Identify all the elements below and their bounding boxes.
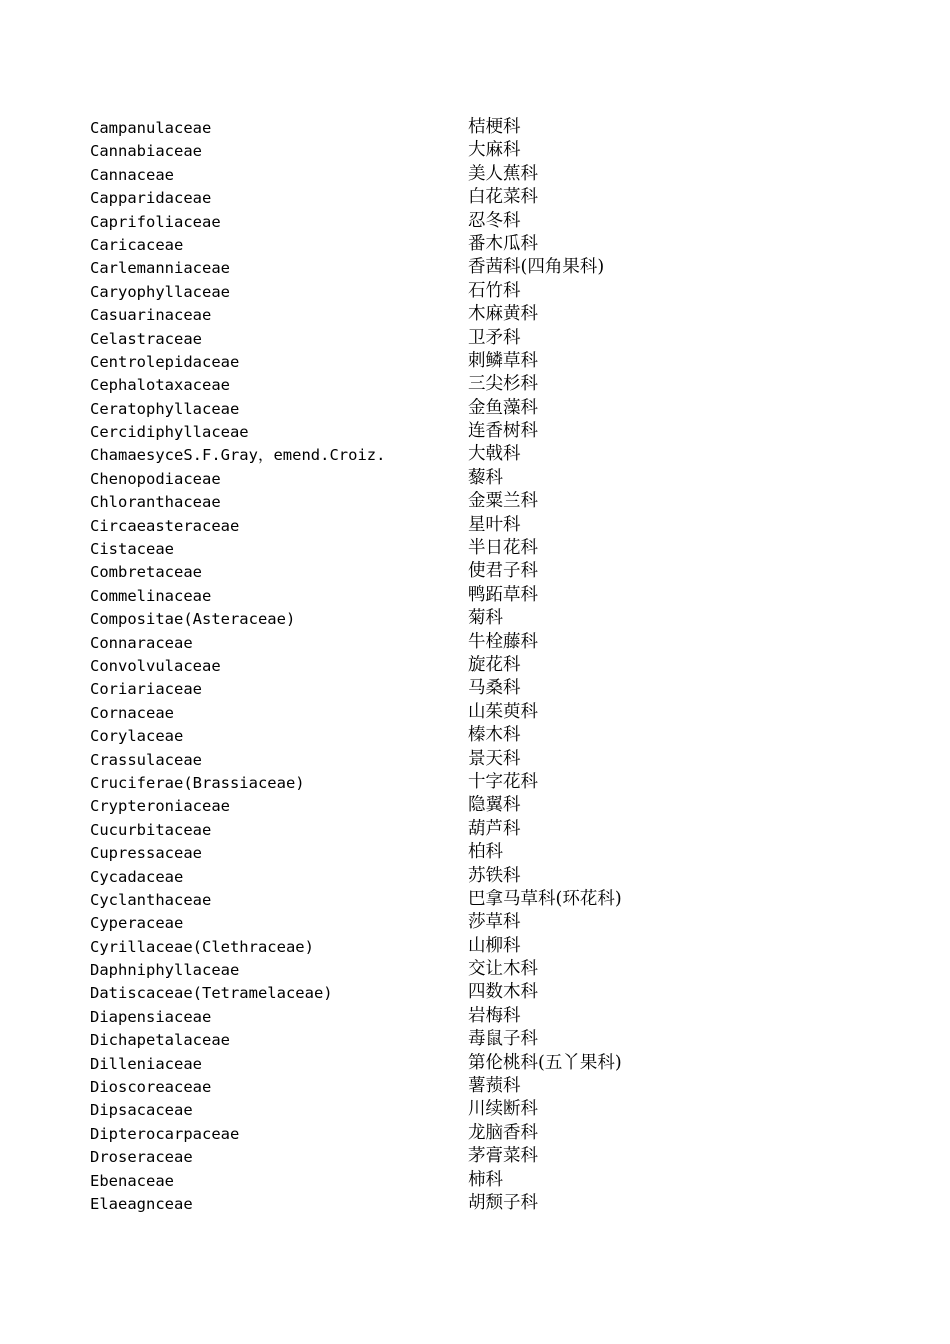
- latin-family-name: Compositae(Asteraceae): [90, 610, 296, 629]
- list-item: [90, 1028, 850, 1051]
- latin-family-name: Daphniphyllaceae: [90, 961, 240, 980]
- chinese-family-name: 菊科: [468, 608, 503, 629]
- latin-family-name: Cyperaceae: [90, 914, 184, 933]
- latin-family-name: Cannabiaceae: [90, 142, 202, 161]
- list-item: [90, 467, 850, 490]
- chinese-family-name: 岩梅科: [468, 1005, 521, 1026]
- latin-family-name: Cupressaceae: [90, 844, 202, 863]
- list-item: [90, 280, 850, 303]
- latin-family-name: Connaraceae: [90, 633, 193, 652]
- latin-family-name: Convolvulaceae: [90, 656, 221, 675]
- list-item: [90, 350, 850, 373]
- list-item: [90, 677, 850, 700]
- list-item: [90, 607, 850, 630]
- latin-family-name: Dilleniaceae: [90, 1054, 202, 1073]
- chinese-family-name: 川续断科: [468, 1099, 538, 1120]
- chinese-family-name: 毒鼠子科: [468, 1029, 538, 1050]
- latin-family-name: Diapensiaceae: [90, 1007, 212, 1026]
- list-item: [90, 327, 850, 350]
- chinese-family-name: 大戟科: [468, 444, 521, 465]
- list-item: [90, 210, 850, 233]
- chinese-family-name: 巴拿马草科(环花科): [468, 888, 622, 909]
- list-item: [90, 256, 850, 279]
- list-item: [90, 514, 850, 537]
- list-item: [90, 116, 850, 139]
- list-item: [90, 537, 850, 560]
- chinese-family-name: 半日花科: [468, 538, 538, 559]
- chinese-family-name: 薯蓣科: [468, 1076, 521, 1097]
- list-item: [90, 397, 850, 420]
- chinese-family-name: 隐翼科: [468, 795, 521, 816]
- latin-family-name: Combretaceae: [90, 563, 202, 582]
- chinese-family-name: 美人蕉科: [468, 163, 538, 184]
- list-item: [90, 139, 850, 162]
- list-item: [90, 584, 850, 607]
- list-item: [90, 631, 850, 654]
- latin-family-name: Commelinaceae: [90, 586, 212, 605]
- chinese-family-name: 忍冬科: [468, 210, 521, 231]
- latin-family-name: Carlemanniaceae: [90, 259, 230, 278]
- list-item: [90, 1075, 850, 1098]
- list-item: [90, 233, 850, 256]
- list-item: [90, 865, 850, 888]
- chinese-family-name: 牛栓藤科: [468, 631, 538, 652]
- latin-family-name: Cercidiphyllaceae: [90, 423, 249, 442]
- list-item: [90, 443, 850, 466]
- chinese-family-name: 柏科: [468, 842, 503, 863]
- chinese-family-name: 四数木科: [468, 982, 538, 1003]
- latin-family-name: Cyclanthaceae: [90, 890, 212, 909]
- list-item: [90, 1169, 850, 1192]
- chinese-family-name: 马桑科: [468, 678, 521, 699]
- chinese-family-name: 刺鳞草科: [468, 350, 538, 371]
- chinese-family-name: 石竹科: [468, 280, 521, 301]
- latin-family-name: Campanulaceae: [90, 119, 212, 137]
- list-item: [90, 794, 850, 817]
- latin-family-name: Ceratophyllaceae: [90, 399, 240, 418]
- latin-family-name: Dipterocarpaceae: [90, 1124, 240, 1143]
- latin-family-name: Caprifoliaceae: [90, 212, 221, 231]
- latin-family-name: Dioscoreaceae: [90, 1078, 212, 1097]
- chinese-family-name: 十字花科: [468, 771, 538, 792]
- chinese-family-name: 白花菜科: [468, 187, 538, 208]
- list-item: [90, 186, 850, 209]
- list-item: [90, 1098, 850, 1121]
- chinese-family-name: 鸭跖草科: [468, 584, 538, 605]
- latin-family-name: Coriariaceae: [90, 680, 202, 699]
- chinese-family-name: 交让木科: [468, 959, 538, 980]
- list-item: [90, 490, 850, 513]
- latin-family-name: Cannaceae: [90, 165, 174, 184]
- latin-family-name: Elaeagnceae: [90, 1194, 193, 1213]
- latin-family-name: Datiscaceae(Tetramelaceae): [90, 984, 333, 1003]
- chinese-family-name: 第伦桃科(五丫果科): [468, 1052, 622, 1073]
- list-item: [90, 1052, 850, 1075]
- chinese-family-name: 使君子科: [468, 561, 538, 582]
- chinese-family-name: 龙脑香科: [468, 1122, 538, 1143]
- list-item: [90, 818, 850, 841]
- latin-family-name: ChamaesyceS.F.Gray，emend.Croiz.: [90, 446, 386, 465]
- chinese-family-name: 桔梗科: [468, 117, 521, 137]
- list-item: [90, 981, 850, 1004]
- list-item: [90, 841, 850, 864]
- chinese-family-name: 三尖杉科: [468, 374, 538, 395]
- list-item: [90, 724, 850, 747]
- list-item: [90, 958, 850, 981]
- chinese-family-name: 连香树科: [468, 421, 538, 442]
- chinese-family-name: 旋花科: [468, 654, 521, 675]
- chinese-family-name: 景天科: [468, 748, 521, 769]
- latin-family-name: Caricaceae: [90, 235, 184, 254]
- latin-family-name: Droseraceae: [90, 1148, 193, 1167]
- list-item: [90, 1122, 850, 1145]
- chinese-family-name: 番木瓜科: [468, 233, 538, 254]
- list-item: [90, 654, 850, 677]
- chinese-family-name: 苏铁科: [468, 865, 521, 886]
- latin-family-name: Crassulaceae: [90, 750, 202, 769]
- list-item: [90, 911, 850, 934]
- list-item: [90, 373, 850, 396]
- chinese-family-name: 大麻科: [468, 140, 521, 161]
- chinese-family-name: 胡颓子科: [468, 1192, 538, 1213]
- latin-family-name: Crypteroniaceae: [90, 797, 230, 816]
- family-list: [90, 116, 850, 1215]
- chinese-family-name: 莎草科: [468, 912, 521, 933]
- chinese-family-name: 葫芦科: [468, 818, 521, 839]
- latin-family-name: Celastraceae: [90, 329, 202, 348]
- list-item: [90, 748, 850, 771]
- list-item: [90, 935, 850, 958]
- list-item: [90, 1145, 850, 1168]
- latin-family-name: Cycadaceae: [90, 867, 184, 886]
- latin-family-name: Caryophyllaceae: [90, 282, 230, 301]
- list-item: [90, 163, 850, 186]
- list-item: [90, 701, 850, 724]
- chinese-family-name: 山茱萸科: [468, 701, 538, 722]
- chinese-family-name: 木麻黄科: [468, 304, 538, 325]
- list-item: [90, 771, 850, 794]
- latin-family-name: Chenopodiaceae: [90, 469, 221, 488]
- chinese-family-name: 金鱼藻科: [468, 397, 538, 418]
- latin-family-name: Capparidaceae: [90, 189, 212, 208]
- latin-family-name: Cyrillaceae(Clethraceae): [90, 937, 314, 956]
- chinese-family-name: 金粟兰科: [468, 491, 538, 512]
- chinese-family-name: 榛木科: [468, 725, 521, 746]
- list-item: [90, 420, 850, 443]
- chinese-family-name: 茅膏菜科: [468, 1146, 538, 1167]
- chinese-family-name: 藜科: [468, 467, 503, 488]
- latin-family-name: Cruciferae(Brassiaceae): [90, 773, 305, 792]
- list-item: [90, 560, 850, 583]
- chinese-family-name: 香茜科(四角果科): [468, 257, 605, 278]
- latin-family-name: Cucurbitaceae: [90, 820, 212, 839]
- latin-family-name: Casuarinaceae: [90, 306, 212, 325]
- latin-family-name: Dipsacaceae: [90, 1101, 193, 1120]
- chinese-family-name: 星叶科: [468, 514, 521, 535]
- chinese-family-name: 卫矛科: [468, 327, 521, 348]
- list-item: [90, 1192, 850, 1215]
- latin-family-name: Ebenaceae: [90, 1171, 174, 1190]
- latin-family-name: Chloranthaceae: [90, 493, 221, 512]
- chinese-family-name: 山柳科: [468, 935, 521, 956]
- latin-family-name: Corylaceae: [90, 727, 184, 746]
- latin-family-name: Cephalotaxaceae: [90, 376, 230, 395]
- list-item: [90, 888, 850, 911]
- list-item: [90, 303, 850, 326]
- chinese-family-name: 柿科: [468, 1169, 503, 1190]
- latin-family-name: Dichapetalaceae: [90, 1031, 230, 1050]
- latin-family-name: Circaeasteraceae: [90, 516, 240, 535]
- latin-family-name: Cistaceae: [90, 540, 174, 559]
- latin-family-name: Centrolepidaceae: [90, 352, 240, 371]
- latin-family-name: Cornaceae: [90, 703, 174, 722]
- list-item: [90, 1005, 850, 1028]
